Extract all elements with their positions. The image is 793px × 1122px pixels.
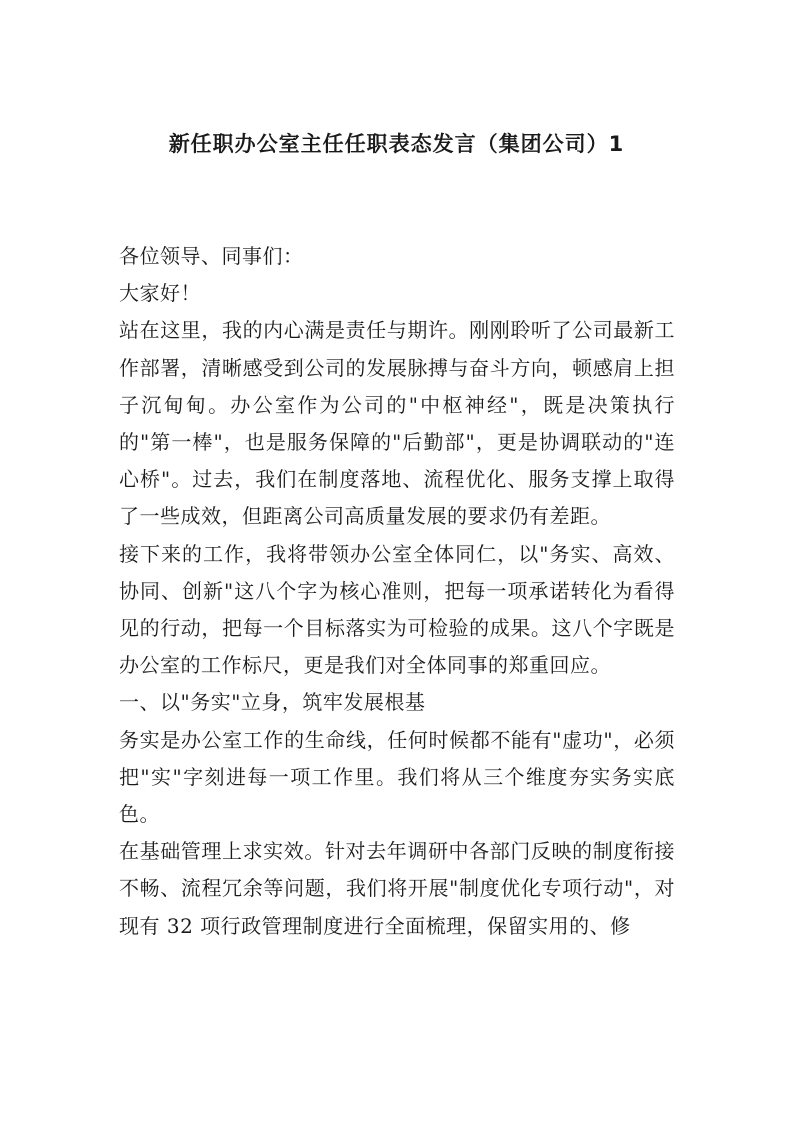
- greeting: 大家好！: [119, 281, 201, 306]
- body-paragraph: 站在这里，我的内心满是责任与期许。刚刚聆听了公司最新工作部署，清晰感受到公司的发展脉搏与奋斗方向，顿感肩上担子沉甸甸。办公室作为公司的"中枢神经"，既是决策执行的"第一棒"，也是服务保障的"后勤部"，更是协调联动的"连心桥"。过去，我们在制度落地、流程优化、服务支撑上取得了一些成效，但距离公司高质量发展的要求仍有差距。: [119, 318, 675, 529]
- body-paragraph: 在基础管理上求实效。针对去年调研中各部门反映的制度衔接不畅、流程冗余等问题，我们将开展"制度优化专项行动"，对现有 32 项行政管理制度进行全面梳理，保留实用的、修: [119, 839, 675, 938]
- body-paragraph: 务实是办公室工作的生命线，任何时候都不能有"虚功"，必须把"实"字刻进每一项工作里。我们将从三个维度夯实务实底色。: [119, 727, 675, 827]
- body-paragraph: 接下来的工作，我将带领办公室全体同仁，以"务实、高效、协同、创新"这八个字为核心准则，把每一项承诺转化为看得见的行动，把每一个目标落实为可检验的成果。这八个字既是办公室的工作标尺，更是我们对全体同事的郑重回应。: [119, 541, 675, 678]
- document-title: 新任职办公室主任任职表态发言（集团公司）1: [168, 132, 625, 156]
- section-heading: 一、以"务实"立身，筑牢发展根基: [119, 690, 426, 715]
- document-body: [119, 238, 675, 945]
- salutation: 各位领导、同事们：: [119, 244, 304, 268]
